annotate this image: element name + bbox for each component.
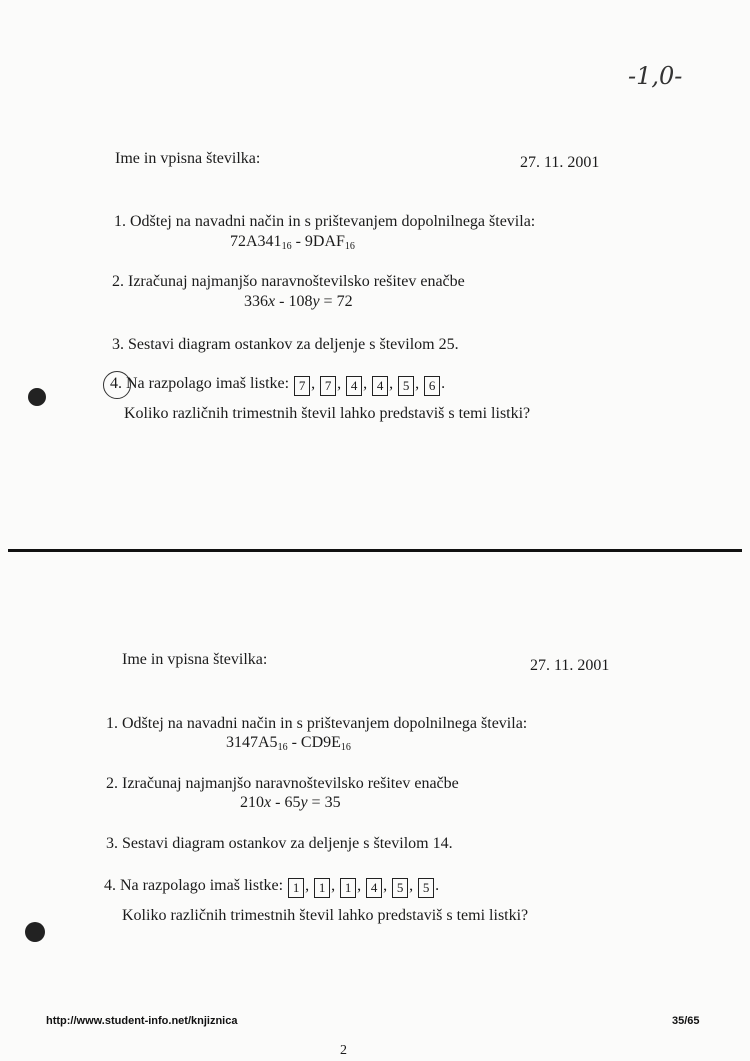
question-4-text-bottom: Koliko različnih trimestnih števil lahko predstaviš s temi listki? <box>122 907 529 924</box>
card: 1 <box>314 878 330 898</box>
footer-page: 35/65 <box>672 1015 700 1027</box>
card: 4 <box>372 376 388 396</box>
question-4-bottom: 4. Na razpolago imaš listke: 1 , 1 , 1 , 4 , 5 , 5 . <box>104 877 439 898</box>
question-2-top: 2. Izračunaj najmanjšo naravnoštevilsko rešitev enačbe <box>112 273 465 290</box>
equation-2-bottom: 210x - 65y = 35 <box>240 794 341 811</box>
punch-hole <box>25 922 45 942</box>
card: 5 <box>392 878 408 898</box>
card: 1 <box>288 878 304 898</box>
card: 5 <box>418 878 434 898</box>
expression-1-top: $72A341_{16} - 9DAF_{16}$ <box>230 233 355 252</box>
question-1-bottom: 1. Odštej na navadni način in s prištevanjem dopolnilnega števila: <box>106 715 528 732</box>
card: 1 <box>340 878 356 898</box>
question-1-top: 1. Odštej na navadni način in s prištevanjem dopolnilnega števila: <box>114 213 536 230</box>
page-number: 2 <box>340 1043 347 1058</box>
card: 7 <box>320 376 336 396</box>
card: 7 <box>294 376 310 396</box>
equation-2-top: 336x - 108y = 72 <box>244 293 353 310</box>
name-label-top: Ime in vpisna številka: <box>115 150 261 167</box>
question-2-bottom: 2. Izračunaj najmanjšo naravnoštevilsko rešitev enačbe <box>106 775 459 792</box>
name-label-bottom: Ime in vpisna številka: <box>122 651 268 668</box>
card: 4 <box>366 878 382 898</box>
question-3-top: 3. Sestavi diagram ostankov za deljenje s številom 25. <box>112 336 459 353</box>
question-3-bottom: 3. Sestavi diagram ostankov za deljenje s številom 14. <box>106 835 453 852</box>
date-top: 27. 11. 2001 <box>520 154 600 171</box>
grade-mark: -1,0- <box>628 62 683 90</box>
question-4-top: 4. Na razpolago imaš listke: 7 , 7 , 4 , 4 , 5 , 6 . <box>110 375 445 396</box>
card: 4 <box>346 376 362 396</box>
punch-hole <box>28 388 46 406</box>
date-bottom: 27. 11. 2001 <box>530 657 610 674</box>
card: 5 <box>398 376 414 396</box>
footer-url: http://www.student-info.net/knjiznica <box>46 1015 238 1027</box>
card: 6 <box>424 376 440 396</box>
cut-line <box>8 549 742 552</box>
expression-1-bottom: $3147A5_{16} - CD9E_{16}$ <box>226 734 351 753</box>
question-4-text-top: Koliko različnih trimestnih števil lahko predstaviš s temi listki? <box>124 405 531 422</box>
